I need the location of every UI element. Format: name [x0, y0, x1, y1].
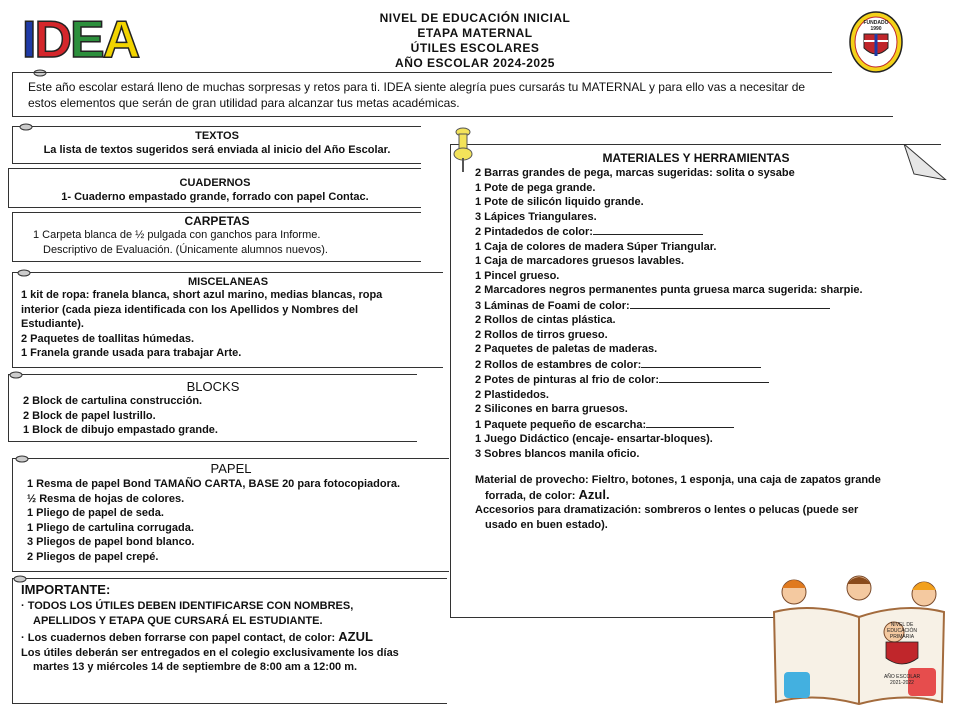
- accesorios-b: usado en buen estado).: [485, 518, 608, 531]
- miscelaneas-line-4: 2 Paquetes de toallitas húmedas.: [21, 332, 195, 345]
- blank-line: [630, 298, 830, 309]
- header-year: AÑO ESCOLAR 2024-2025: [395, 56, 555, 70]
- papel-box: [12, 458, 449, 572]
- materiales-line-4: 3 Lápices Triangulares.: [475, 210, 597, 223]
- blank-line: [641, 357, 761, 368]
- illus-text-2: EDUCACIÓN: [886, 628, 918, 634]
- logo-letter-a: A: [102, 11, 139, 69]
- materiales-box: [450, 144, 941, 618]
- materiales-line-17: 2 Silicones en barra gruesos.: [475, 403, 628, 415]
- pin-icon: [15, 455, 29, 463]
- school-seal-icon: [848, 10, 904, 74]
- cuadernos-item: - Cuaderno empastado grande, forrado con papel Contac.: [67, 191, 369, 203]
- pin-icon: [19, 123, 33, 131]
- materiales-line-13: 2 Paquetes de paletas de maderas.: [475, 343, 658, 355]
- header-title: ÚTILES ESCOLARES: [410, 41, 540, 55]
- illus-text-3: PRIMARIA: [889, 634, 915, 640]
- importante-box: [12, 578, 447, 704]
- intro-box: [12, 73, 893, 117]
- importante-bullet-2-text: · Los cuadernos deben forrarse con papel contact, de color:: [21, 632, 336, 644]
- papel-line-4: 1 Pliego de cartulina corrugada.: [27, 521, 194, 534]
- blank-line: [659, 372, 769, 383]
- illus-text-1: NIVEL DE: [890, 622, 914, 628]
- pin-icon: [17, 269, 31, 277]
- materiales-line-6: 1 Caja de colores de madera Súper Triangular.: [475, 240, 717, 253]
- materiales-line-10: [475, 298, 941, 314]
- blank-line: [646, 417, 734, 428]
- importante-color: AZUL: [338, 629, 373, 644]
- materiales-line-2: 1 Pote de pega grande.: [475, 181, 596, 194]
- textos-text: La lista de textos sugeridos será enviada al inicio del Año Escolar.: [43, 144, 391, 156]
- carpetas-line-2: Descriptivo de Evaluación. (Únicamente alumnos nuevos).: [43, 243, 328, 256]
- carpetas-line-1: 1 Carpeta blanca de ½ pulgada con ganchos para Informe.: [33, 229, 321, 241]
- materiales-title: MATERIALES Y HERRAMIENTAS: [602, 151, 790, 165]
- illus-text-5: 2021-2022: [890, 680, 914, 686]
- material-provecho-b: [485, 488, 941, 504]
- materiales-line-8: 1 Pincel grueso.: [475, 269, 560, 282]
- page-curl-icon: [900, 144, 948, 180]
- header-level: NIVEL DE EDUCACIÓN INICIAL: [379, 11, 571, 25]
- miscelaneas-title: MISCELANEAS: [187, 276, 269, 288]
- materiales-line-3: 1 Pote de silicón liquido grande.: [475, 196, 644, 208]
- blocks-box: [8, 374, 417, 442]
- materiales-line-15: [475, 372, 941, 388]
- materiales-line-1: 2 Barras grandes de pega, marcas sugeridas: solita o sysabe: [475, 167, 795, 179]
- materiales-line-15-text: 2 Potes de pinturas al frio de color:: [475, 374, 659, 386]
- carpetas-title: CARPETAS: [184, 214, 250, 228]
- logo-letter-i: I: [22, 11, 35, 69]
- papel-line-2: ½ Resma de hojas de colores.: [27, 492, 185, 505]
- cuadernos-title: CUADERNOS: [179, 177, 251, 189]
- materiales-line-10-text: 3 Láminas de Foami de color:: [475, 299, 630, 312]
- miscelaneas-line-2: interior (cada pieza identificada con los Apellidos y Nombres del: [21, 303, 359, 316]
- papel-line-3: 1 Pliego de papel de seda.: [27, 507, 164, 519]
- importante-line-3: Los útiles deberán ser entregados en el colegio exclusivamente los días: [21, 646, 399, 659]
- illus-text-4: AÑO ESCOLAR: [883, 674, 921, 680]
- blank-line: [593, 224, 703, 235]
- materiales-line-20: 3 Sobres blancos manila oficio.: [475, 447, 640, 460]
- materiales-line-16: 2 Plastidedos.: [475, 388, 549, 401]
- material-provecho-color: Azul.: [578, 486, 610, 502]
- document-header: [330, 11, 620, 71]
- material-provecho-a: Material de provecho: Fieltro, botones, 1 esponja, una caja de zapatos grande: [475, 474, 881, 486]
- materiales-line-5-text: 2 Pintadedos de color:: [475, 226, 593, 238]
- header-stage: ETAPA MATERNAL: [417, 26, 533, 40]
- materiales-line-11: 2 Rollos de cintas plástica.: [475, 314, 616, 326]
- materiales-line-5: [475, 224, 941, 240]
- pin-icon: [33, 69, 47, 77]
- carpetas-box: [12, 212, 421, 262]
- children-book-illustration: [764, 572, 954, 712]
- materiales-line-12: 2 Rollos de tirros grueso.: [475, 328, 608, 341]
- materiales-line-14: [475, 357, 941, 373]
- cuadernos-box: [8, 168, 421, 208]
- materiales-line-19: 1 Juego Didáctico (encaje- ensartar-bloques).: [475, 433, 713, 445]
- importante-bullet-2: [21, 630, 399, 646]
- textos-title: TEXTOS: [195, 130, 239, 142]
- miscelaneas-line-1: 1 kit de ropa: franela blanca, short azul marino, medias blancas, ropa: [21, 289, 383, 301]
- importante-title: IMPORTANTE:: [21, 582, 111, 597]
- blocks-line-2: 2 Block de papel lustrillo.: [23, 409, 156, 422]
- seal-year: 1990: [870, 26, 882, 32]
- papel-line-1: 1 Resma de papel Bond TAMAÑO CARTA, BASE 20 para fotocopiadora.: [27, 478, 401, 490]
- materiales-line-18-text: 1 Paquete pequeño de escarcha:: [475, 418, 647, 431]
- blocks-line-3: 1 Block de dibujo empastado grande.: [23, 424, 218, 436]
- logo-letter-d: D: [34, 11, 71, 69]
- cuadernos-text: [9, 190, 421, 205]
- accesorios-a: Accesorios para dramatización: sombreros o lentes o pelucas (puede ser: [475, 504, 859, 516]
- miscelaneas-line-5: 1 Franela grande usada para trabajar Arte.: [21, 347, 242, 359]
- miscelaneas-box: [12, 272, 443, 368]
- miscelaneas-line-3: Estudiante).: [21, 318, 84, 330]
- material-provecho-b-text: forrada, de color:: [485, 489, 576, 502]
- materiales-line-18: [475, 417, 941, 433]
- materiales-line-9: 2 Marcadores negros permanentes punta gruesa marca sugerida: sharpie.: [475, 284, 863, 296]
- papel-line-6: 2 Pliegos de papel crepé.: [27, 550, 159, 563]
- idea-logo: [22, 11, 180, 69]
- materiales-line-7: 1 Caja de marcadores gruesos lavables.: [475, 255, 685, 267]
- papel-line-5: 3 Pliegos de papel bond blanco.: [27, 536, 195, 548]
- cuadernos-qty: 1: [61, 191, 68, 203]
- logo-letter-e: E: [70, 11, 103, 69]
- intro-line-2: estos elementos que serán de gran utilidad para alcanzar tus metas académicas.: [28, 96, 460, 110]
- importante-bullet-1b: APELLIDOS Y ETAPA QUE CURSARÁ EL ESTUDIANTE.: [33, 614, 323, 627]
- blocks-line-1: 2 Block de cartulina construcción.: [23, 395, 203, 407]
- intro-line-1: Este año escolar estará lleno de muchas sorpresas y retos para ti. IDEA siente alegría pues cursarás tu MATERNAL y para ello vas a necesitar de: [28, 80, 806, 94]
- textos-box: [12, 126, 421, 164]
- pin-icon: [9, 371, 23, 379]
- papel-title: PAPEL: [210, 461, 252, 476]
- pushpin-icon: [452, 126, 474, 176]
- seal-top-text: FUNDADO: [863, 20, 889, 26]
- importante-line-4: martes 13 y miércoles 14 de septiembre de 8:00 am a 12:00 m.: [33, 661, 358, 673]
- blocks-title: BLOCKS: [186, 379, 240, 394]
- materiales-line-14-text: 2 Rollos de estambres de color:: [475, 358, 642, 371]
- intro-top-border: [12, 72, 832, 73]
- importante-bullet-1a: · TODOS LOS ÚTILES DEBEN IDENTIFICARSE CON NOMBRES,: [21, 600, 354, 612]
